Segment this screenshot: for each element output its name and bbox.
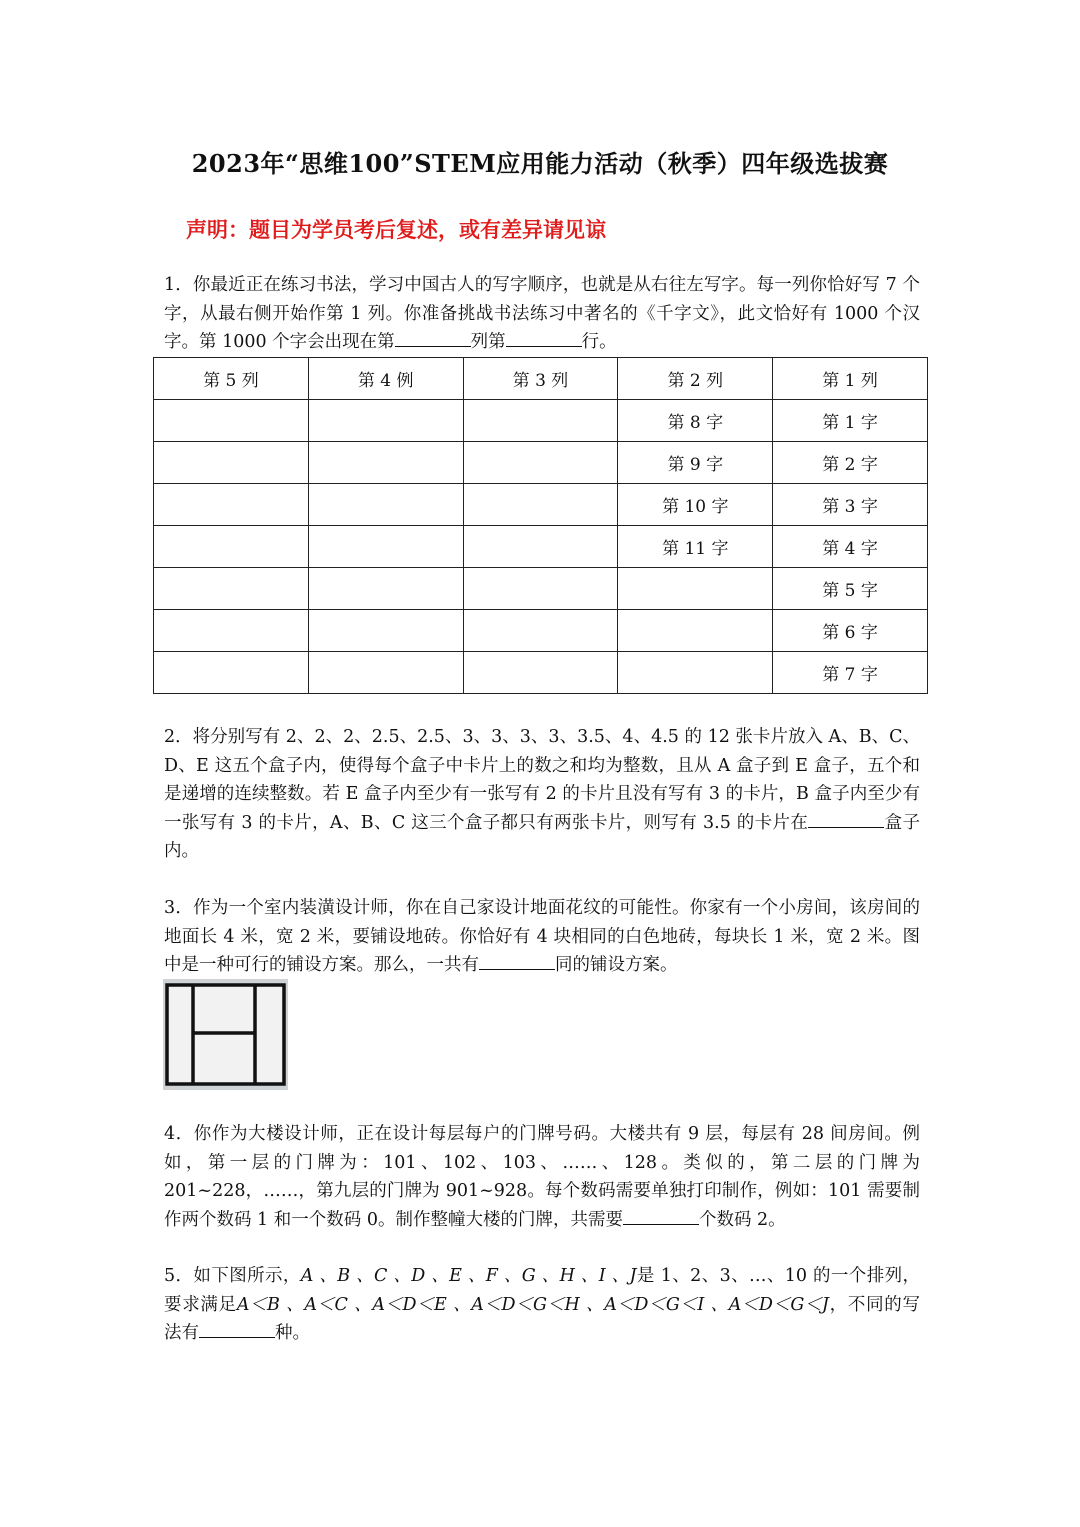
question-4-text: 4．你作为大楼设计师，正在设计每层每户的门牌号码。大楼共有 9 层，每层有 28 间房间。例如，第一层的门牌为：101、102、103、……、128。类似的，第二层的门牌为 201~228，……，第九层的门牌为 901~928。每个数码需要单独打印制作，例如：101 需要制作两个数码 1 和一个数码 0。制作整幢大楼的门牌，共需要	[164, 1124, 920, 1230]
table-cell	[154, 610, 309, 652]
table-cell: 第 7 字	[773, 652, 928, 694]
table-cell: 第 9 字	[618, 442, 773, 484]
table-cell	[154, 652, 309, 694]
table-cell	[463, 484, 618, 526]
question-1-text: 1．你最近正在练习书法，学习中国古人的写字顺序，也就是从右往左写字。每一列你恰好写 7 个字，从最右侧开始作第 1 列。你准备挑战书法练习中著名的《千字文》，此文恰好有 1000 个汉字。第 1000 个字会出现在第	[164, 275, 920, 352]
table-cell	[154, 484, 309, 526]
question-5-text-tail: ，不同的写法有	[164, 1294, 920, 1343]
table-header-cell: 第 2 列	[618, 358, 773, 400]
table-cell	[308, 442, 463, 484]
table-cell	[308, 652, 463, 694]
answer-blank-arrangements[interactable]	[199, 1319, 275, 1338]
table-row	[154, 652, 928, 694]
table-row	[154, 610, 928, 652]
table-cell	[154, 400, 309, 442]
table-cell: 第 11 字	[618, 526, 773, 568]
question-1-text-end: 行。	[581, 332, 617, 352]
table-cell	[463, 442, 618, 484]
question-5-text-mid: 是 1、2、3、…、10 的一个排列，要求满足	[164, 1266, 920, 1315]
answer-blank-column[interactable]	[395, 328, 471, 347]
table-header-row	[154, 358, 928, 400]
table-row	[154, 484, 928, 526]
table-cell: 第 1 字	[773, 400, 928, 442]
table-cell	[308, 484, 463, 526]
table-cell: 第 10 字	[618, 484, 773, 526]
table-cell	[308, 400, 463, 442]
answer-blank-count[interactable]	[479, 951, 555, 970]
question-2-text: 2．将分别写有 2、2、2、2.5、2.5、3、3、3、3、3.5、4、4.5 的 12 张卡片放入 A、B、C、D、E 这五个盒子内，使得每个盒子中卡片上的数之和均为整数，且从 A 盒子到 E 盒子，五个和是递增的连续整数。若 E 盒子内至少有一张写有 2 的卡片且没有写有 3 的卡片，B 盒子内至少有一张写有 3 的卡片，A、B、C 这三个盒子都只有两张卡片，则写有 3.5 的卡片在	[164, 727, 920, 833]
table-cell: 第 8 字	[618, 400, 773, 442]
table-cell	[463, 400, 618, 442]
table-cell	[154, 526, 309, 568]
table-cell	[463, 526, 618, 568]
table-cell	[618, 568, 773, 610]
table-cell: 第 3 字	[773, 484, 928, 526]
table-cell	[463, 568, 618, 610]
table-header-cell: 第 5 列	[154, 358, 309, 400]
answer-blank-digit-count[interactable]	[623, 1206, 699, 1225]
answer-blank-row[interactable]	[506, 328, 582, 347]
table-cell: 第 2 字	[773, 442, 928, 484]
question-5-text: 5．如下图所示，	[164, 1266, 301, 1286]
answer-blank-box[interactable]	[808, 809, 884, 828]
question-1-text-mid: 列第	[470, 332, 506, 352]
table-header-cell: 第 1 列	[773, 358, 928, 400]
table-cell	[463, 610, 618, 652]
table-cell	[308, 526, 463, 568]
tiling-diagram-svg	[163, 979, 288, 1090]
table-header-cell: 第 4 例	[308, 358, 463, 400]
table-cell	[154, 568, 309, 610]
table-cell	[463, 652, 618, 694]
question-2-text-end: 盒子内。	[164, 812, 921, 861]
table-cell	[308, 610, 463, 652]
table-cell	[308, 568, 463, 610]
table-row	[154, 442, 928, 484]
table-cell	[618, 610, 773, 652]
question-2	[164, 723, 920, 866]
question-3-text-end: 同的铺设方案。	[555, 955, 678, 975]
tiling-diagram	[163, 979, 288, 1090]
question-4	[164, 1120, 920, 1234]
table-header-cell: 第 3 列	[463, 358, 618, 400]
question-5-conditions: A＜B 、A＜C 、A＜D＜E 、A＜D＜G＜H 、A＜D＜G＜I 、A＜D＜G＜J	[236, 1294, 829, 1315]
question-5-text-end: 种。	[275, 1323, 310, 1343]
question-3	[164, 894, 920, 980]
table-cell: 第 5 字	[773, 568, 928, 610]
table-cell: 第 6 字	[773, 610, 928, 652]
table-cell	[154, 442, 309, 484]
table-row	[154, 568, 928, 610]
question-1	[164, 271, 920, 357]
question-3-text: 3．作为一个室内装潢设计师，你在自己家设计地面花纹的可能性。你家有一个小房间，该房间的地面长 4 米，宽 2 米，要铺设地砖。你恰好有 4 块相同的白色地砖，每块长 1 米，宽 2 米。图中是一种可行的铺设方案。那么，一共有	[164, 898, 920, 975]
page-title: 2023年“思维100”STEM应用能力活动（秋季）四年级选拔赛	[191, 149, 889, 178]
question-5-letters: A 、B 、C 、D 、E 、F 、G 、H 、I 、J	[300, 1266, 637, 1286]
calligraphy-column-table	[153, 357, 928, 694]
table-cell	[618, 652, 773, 694]
disclaimer-notice: 声明：题目为学员考后复述，或有差异请见谅	[186, 217, 606, 242]
question-5	[164, 1262, 920, 1348]
table-cell: 第 4 字	[773, 526, 928, 568]
question-4-text-end: 个数码 2。	[698, 1209, 786, 1230]
table-row	[154, 526, 928, 568]
table-row	[154, 400, 928, 442]
